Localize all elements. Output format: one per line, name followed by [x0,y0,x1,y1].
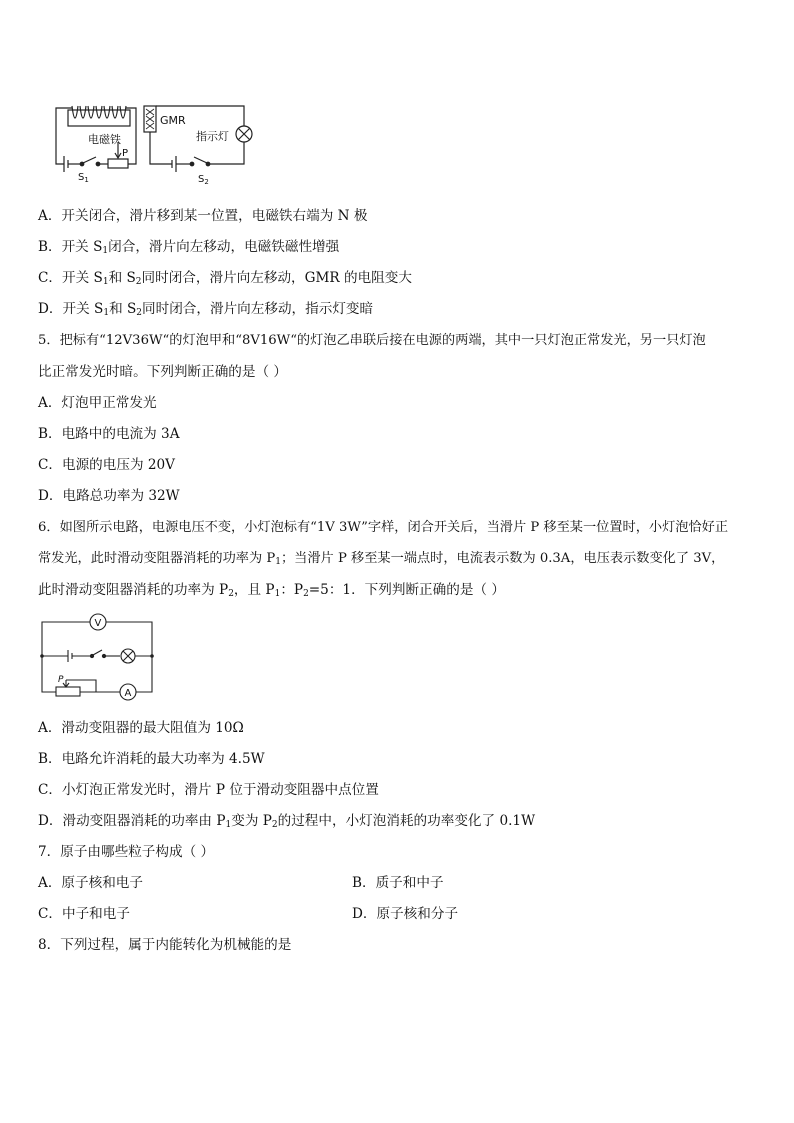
slider-p-label: P [122,148,129,159]
q7-option-b[interactable]: B．质子和中子 [352,875,444,891]
q4-option-d-sub1: 1 [103,308,110,318]
q6-option-d-post: 的过程中，小灯泡消耗的功率变化了 0.1W [277,813,536,829]
q6-stem-line2-sub: 1 [275,557,281,567]
q7-option-d[interactable]: D．原子核和分子 [352,906,459,922]
gmr-label: GMR [160,114,186,127]
q6-option-d[interactable] [38,811,758,835]
q4-option-b-post: 闭合，滑片向左移动，电磁铁磁性增强 [108,239,340,255]
q5-stem-line2: 比正常发光时暗。下列判断正确的是（ ） [38,364,288,380]
q4-option-b[interactable] [38,237,758,261]
q5-stem-line1: 5．把标有“12V36W“的灯泡甲和“8V16W“的灯泡乙串联后接在电源的两端，其中一只灯泡正常发光，另一只灯泡 [38,333,706,348]
q4-option-d[interactable] [38,299,758,323]
q4-option-c[interactable] [38,268,758,292]
q6-stem-line2 [38,549,758,572]
q7-row-2 [38,904,758,924]
q6-stem-line3-mid2: ：P [280,582,304,598]
q6-stem-line2-post: ；当滑片 P 移至某一端点时，电流表示数为 0.3A，电压表示数变化了 3V， [281,551,725,566]
q6-option-d-sub1: 1 [225,820,232,830]
q5-option-a[interactable]: A．灯泡甲正常发光 [38,395,157,411]
q4-option-c-sub2: 2 [135,277,142,287]
q4-option-d-pre: D．开关 S [38,301,104,317]
q6-option-c[interactable]: C．小灯泡正常发光时，滑片 P 位于滑动变阻器中点位置 [38,782,379,798]
indicator-lamp-label: 指示灯 [196,130,229,143]
q4-option-b-pre: B．开关 S [38,239,103,255]
q4-option-b-sub: 1 [102,246,109,256]
q6-option-d-mid: 变为 P [231,813,272,829]
q5-option-c[interactable]: C．电源的电压为 20V [38,457,175,473]
q6-stem-line3 [38,580,758,604]
switch-s1-label: $S_1$ [78,172,89,184]
q6-option-a[interactable]: A．滑动变阻器的最大阻值为 10Ω [38,720,244,736]
q7-row-1 [38,873,758,893]
q4-option-d-post: 同时闭合，滑片向左移动，指示灯变暗 [142,301,374,317]
q7-option-c[interactable]: C．中子和电子 [38,906,130,922]
q6-option-d-pre: D．滑动变阻器消耗的功率由 P [38,813,226,829]
q6-stem-line2-pre: 常发光，此时滑动变阻器消耗的功率为 P [38,551,276,566]
q4-option-a[interactable]: A．开关闭合，滑片移到某一位置，电磁铁右端为 N 极 [38,208,368,224]
switch-s2-label: $S_2$ [198,174,209,186]
electromagnet-label: 电磁铁 [88,133,121,146]
q7-option-a[interactable]: A．原子核和电子 [38,875,143,891]
lamp-rheostat-circuit-figure [36,610,160,702]
q5-option-d[interactable]: D．电路总功率为 32W [38,488,180,504]
q4-option-d-mid: 和 S [109,301,137,317]
q6-stem-line3-pre: 此时滑动变阻器消耗的功率为 P [38,582,229,598]
rheostat-p-label: P [58,675,64,685]
q6-stem-line1: 6．如图所示电路，电源电压不变，小灯泡标有“1V 3W”字样，闭合开关后，当滑片 P 移至某一位置时，小灯泡恰好正 [38,520,729,535]
q8-stem: 8．下列过程，属于内能转化为机械能的是 [38,937,292,953]
q4-option-c-post: 同时闭合，滑片向左移动，GMR 的电阻变大 [141,270,412,286]
voltmeter-label: V [94,618,102,629]
q6-stem-line3-mid: ，且 P [233,582,275,598]
q6-stem-line3-post: =5：1．下列判断正确的是（ ） [308,582,505,598]
q4-option-c-pre: C．开关 S [38,270,103,286]
q6-option-b[interactable]: B．电路允许消耗的最大功率为 4.5W [38,751,265,767]
q6-stem-line3-sub2: 1 [274,589,281,599]
q4-option-c-sub1: 1 [102,277,109,287]
q6-option-d-sub2: 2 [271,820,278,830]
q6-stem-line3-sub3: 2 [303,589,309,599]
electromagnet-gmr-circuit-figure [48,100,258,190]
q4-option-c-mid: 和 S [108,270,136,286]
q6-stem-line3-sub1: 2 [228,589,234,599]
ammeter-label: A [124,688,132,699]
q4-option-d-sub2: 2 [136,308,143,318]
q7-stem: 7．原子由哪些粒子构成（ ） [38,844,215,860]
q5-option-b[interactable]: B．电路中的电流为 3A [38,426,180,442]
